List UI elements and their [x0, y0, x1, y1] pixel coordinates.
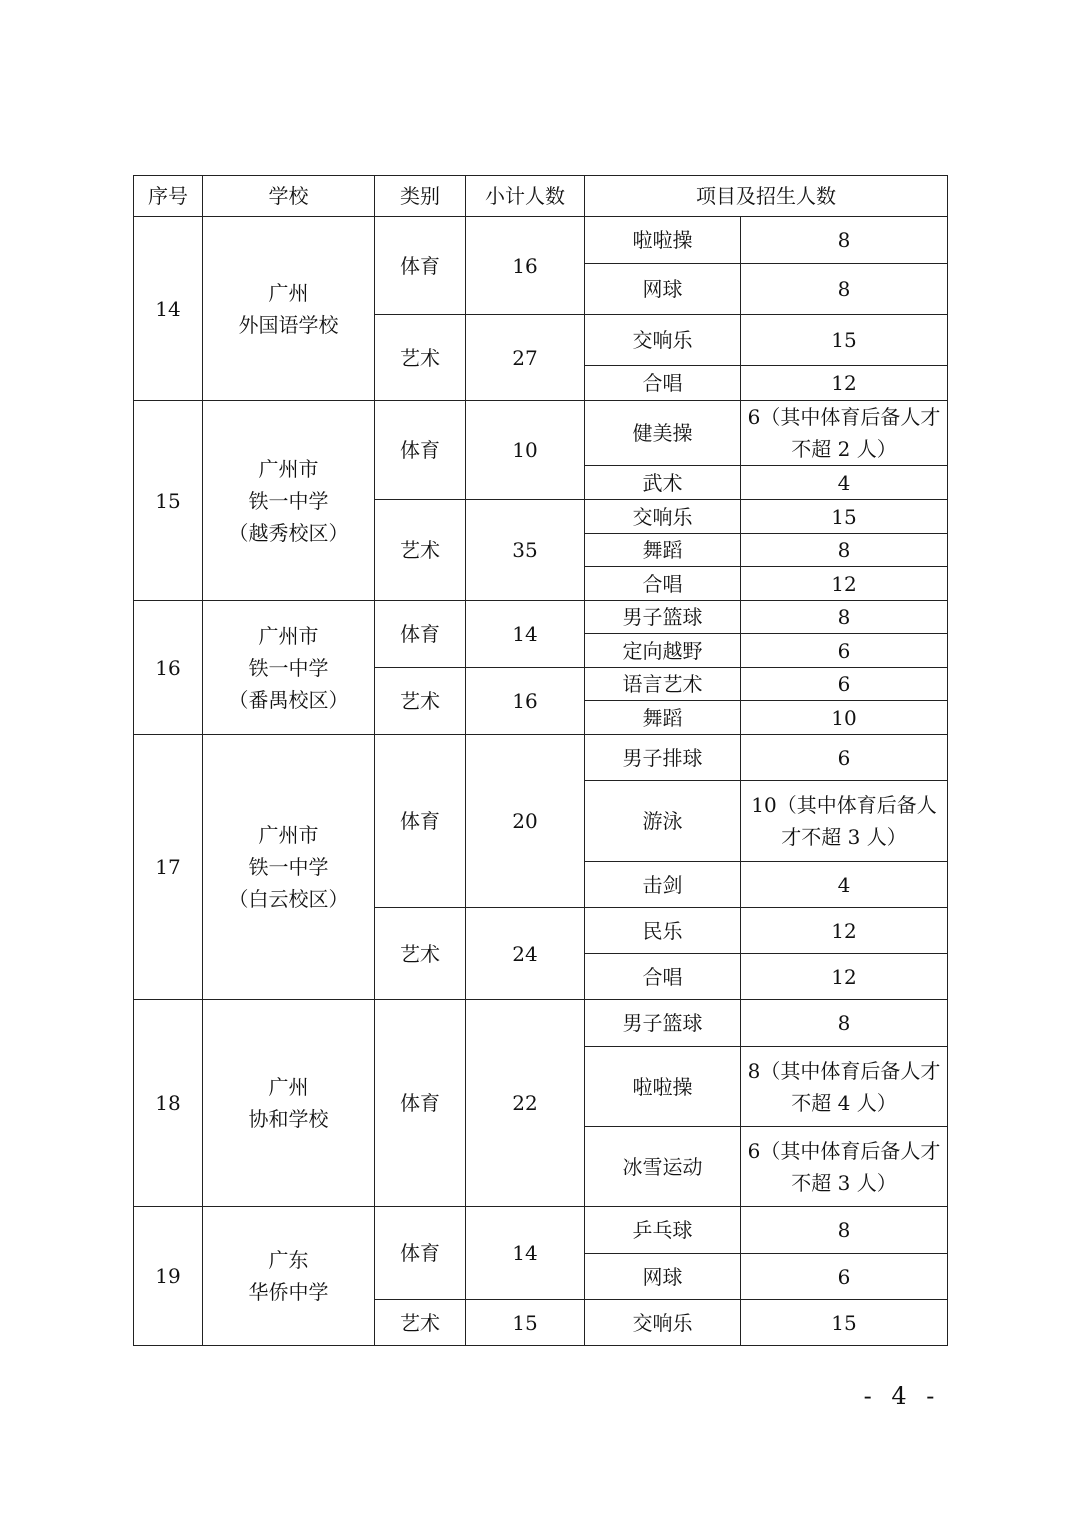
category-cell: 体育 [375, 735, 466, 908]
item-name: 交响乐 [585, 315, 741, 366]
header-row [134, 176, 948, 217]
item-name: 健美操 [585, 401, 741, 466]
item-name: 啦啦操 [585, 217, 741, 264]
item-name: 男子篮球 [585, 601, 741, 634]
item-count: 6 [741, 1254, 948, 1300]
row-no: 15 [134, 401, 203, 601]
subtotal-cell: 35 [466, 500, 585, 601]
subtotal-cell: 22 [466, 1000, 585, 1207]
item-name: 合唱 [585, 567, 741, 601]
category-cell: 体育 [375, 217, 466, 315]
subtotal-cell: 10 [466, 401, 585, 500]
item-count: 15 [741, 500, 948, 534]
item-count: 8（其中体育后备人才不超 4 人） [741, 1047, 948, 1127]
table-row [134, 735, 948, 781]
enrollment-table [133, 175, 948, 1346]
item-name: 合唱 [585, 954, 741, 1000]
subtotal-cell: 14 [466, 1207, 585, 1300]
item-name: 游泳 [585, 781, 741, 862]
row-no: 17 [134, 735, 203, 1000]
item-count: 4 [741, 862, 948, 908]
table-row [134, 601, 948, 634]
category-cell: 体育 [375, 1207, 466, 1300]
table-row [134, 217, 948, 264]
item-count: 8 [741, 1000, 948, 1047]
category-cell: 艺术 [375, 668, 466, 735]
subtotal-cell: 16 [466, 668, 585, 735]
school-name: 广州市 铁一中学 （白云校区） [203, 735, 375, 1000]
item-count: 15 [741, 315, 948, 366]
subtotal-cell: 20 [466, 735, 585, 908]
item-name: 定向越野 [585, 634, 741, 668]
category-cell: 体育 [375, 601, 466, 668]
header-no: 序号 [134, 176, 203, 217]
item-name: 乒乓球 [585, 1207, 741, 1254]
header-school: 学校 [203, 176, 375, 217]
subtotal-cell: 15 [466, 1300, 585, 1346]
item-name: 民乐 [585, 908, 741, 954]
item-name: 交响乐 [585, 1300, 741, 1346]
item-count: 8 [741, 264, 948, 315]
item-count: 12 [741, 908, 948, 954]
item-name: 男子篮球 [585, 1000, 741, 1047]
item-count: 12 [741, 954, 948, 1000]
item-count: 12 [741, 567, 948, 601]
row-no: 14 [134, 217, 203, 401]
item-name: 语言艺术 [585, 668, 741, 701]
item-count: 8 [741, 217, 948, 264]
school-name: 广州市 铁一中学 （越秀校区） [203, 401, 375, 601]
item-name: 击剑 [585, 862, 741, 908]
item-count: 6 [741, 634, 948, 668]
category-cell: 体育 [375, 401, 466, 500]
subtotal-cell: 24 [466, 908, 585, 1000]
item-name: 武术 [585, 466, 741, 500]
item-count: 8 [741, 601, 948, 634]
item-count: 10 [741, 701, 948, 735]
row-no: 18 [134, 1000, 203, 1207]
table-row [134, 1000, 948, 1047]
row-no: 16 [134, 601, 203, 735]
school-name: 广州 协和学校 [203, 1000, 375, 1207]
subtotal-cell: 27 [466, 315, 585, 401]
table-row [134, 1207, 948, 1254]
item-name: 网球 [585, 1254, 741, 1300]
category-cell: 艺术 [375, 500, 466, 601]
item-name: 啦啦操 [585, 1047, 741, 1127]
page-number: - 4 - [863, 1382, 941, 1410]
item-count: 15 [741, 1300, 948, 1346]
table-row [134, 401, 948, 466]
category-cell: 艺术 [375, 1300, 466, 1346]
item-count: 6 [741, 668, 948, 701]
item-name: 冰雪运动 [585, 1127, 741, 1207]
school-name: 广州市 铁一中学 （番禺校区） [203, 601, 375, 735]
item-name: 交响乐 [585, 500, 741, 534]
item-name: 网球 [585, 264, 741, 315]
item-count: 6（其中体育后备人才不超 3 人） [741, 1127, 948, 1207]
category-cell: 艺术 [375, 908, 466, 1000]
school-name: 广州 外国语学校 [203, 217, 375, 401]
item-name: 舞蹈 [585, 701, 741, 735]
school-name: 广东 华侨中学 [203, 1207, 375, 1346]
subtotal-cell: 14 [466, 601, 585, 668]
item-count: 12 [741, 366, 948, 401]
header-subtotal: 小计人数 [466, 176, 585, 217]
item-count: 8 [741, 534, 948, 567]
item-count: 6（其中体育后备人才不超 2 人） [741, 401, 948, 466]
item-count: 10（其中体育后备人才不超 3 人） [741, 781, 948, 862]
item-count: 6 [741, 735, 948, 781]
item-name: 男子排球 [585, 735, 741, 781]
subtotal-cell: 16 [466, 217, 585, 315]
item-name: 合唱 [585, 366, 741, 401]
header-items: 项目及招生人数 [585, 176, 948, 217]
header-category: 类别 [375, 176, 466, 217]
item-count: 4 [741, 466, 948, 500]
item-name: 舞蹈 [585, 534, 741, 567]
item-count: 8 [741, 1207, 948, 1254]
category-cell: 体育 [375, 1000, 466, 1207]
row-no: 19 [134, 1207, 203, 1346]
category-cell: 艺术 [375, 315, 466, 401]
